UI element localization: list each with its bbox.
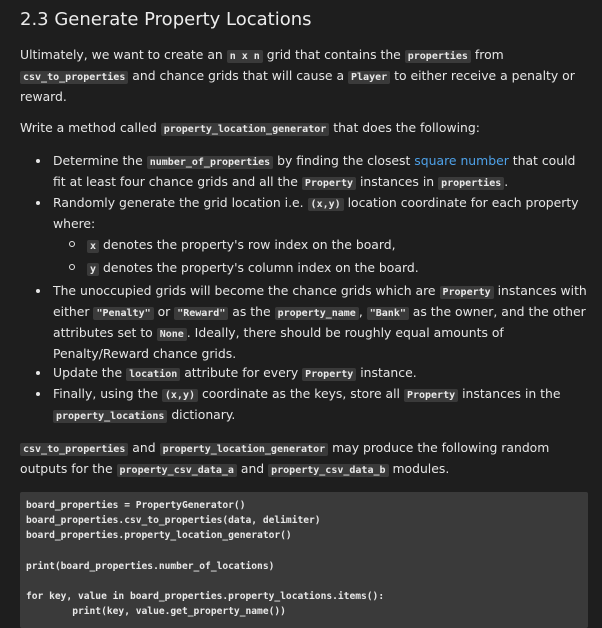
list-text: that could fit at least four chance grids and all the bbox=[53, 153, 576, 189]
inline-code: None bbox=[157, 328, 187, 341]
section-heading: 2.3 Generate Property Locations bbox=[20, 9, 312, 30]
intro-text: Ultimately, we want to create an bbox=[20, 47, 227, 62]
intro-paragraph bbox=[20, 45, 588, 106]
sub-list-item bbox=[69, 258, 588, 279]
sub-list bbox=[53, 235, 588, 279]
method-text: Write a method called bbox=[20, 120, 161, 135]
code-line: board_properties.property_location_generator() bbox=[26, 530, 292, 542]
inline-code: property_csv_data_b bbox=[268, 464, 388, 477]
outputs-text: and bbox=[128, 440, 160, 455]
inline-code: Property bbox=[404, 389, 458, 402]
inline-code: properties bbox=[438, 177, 504, 190]
list-text: instances with either bbox=[53, 283, 587, 319]
list-text: or bbox=[153, 304, 175, 319]
code-line: for key, value in board_properties.property_locations.items(): bbox=[26, 591, 385, 603]
inline-code: (x,y) bbox=[308, 198, 344, 211]
inline-code: "Reward" bbox=[174, 307, 228, 320]
list-item bbox=[34, 151, 588, 193]
list-text: Randomly generate the grid location i.e. bbox=[53, 195, 308, 210]
method-text: that does the following: bbox=[329, 120, 480, 135]
inline-code-player: Player bbox=[348, 71, 390, 84]
list-item bbox=[34, 384, 588, 426]
list-text: Determine the bbox=[53, 153, 147, 168]
method-paragraph bbox=[20, 118, 588, 139]
requirements-list bbox=[20, 151, 588, 426]
outputs-text: and bbox=[236, 461, 269, 476]
inline-code: property_csv_data_a bbox=[117, 464, 237, 477]
list-text: by finding the closest bbox=[273, 153, 415, 168]
inline-code-properties: properties bbox=[405, 50, 471, 63]
list-text: , bbox=[358, 304, 367, 319]
list-text: instance. bbox=[356, 365, 417, 380]
list-text: attribute for every bbox=[180, 365, 303, 380]
inline-code: csv_to_properties bbox=[20, 443, 128, 456]
list-text: dictionary. bbox=[167, 407, 236, 422]
outputs-paragraph bbox=[20, 438, 588, 480]
inline-code: Property bbox=[302, 368, 356, 381]
inline-code-csv-to-properties: csv_to_properties bbox=[20, 71, 128, 84]
list-text: as the owner, and the other attributes set to bbox=[53, 304, 586, 340]
inline-code-method-name: property_location_generator bbox=[161, 123, 330, 136]
inline-code: (x,y) bbox=[162, 389, 198, 402]
inline-code: location bbox=[126, 368, 180, 381]
square-number-link[interactable]: square number bbox=[414, 153, 509, 168]
code-line: board_properties = PropertyGenerator() bbox=[26, 500, 246, 511]
inline-code: "Bank" bbox=[367, 307, 409, 320]
list-text: The unoccupied grids will become the chance grids which are bbox=[53, 283, 440, 298]
outputs-text: modules. bbox=[388, 461, 450, 476]
list-text: location coordinate for each property where: bbox=[53, 195, 579, 231]
list-text: instances in the bbox=[458, 386, 561, 401]
inline-code: property_name bbox=[275, 307, 359, 320]
intro-text: grid that contains the bbox=[262, 47, 405, 62]
intro-text: to either receive a penalty or reward. bbox=[20, 68, 575, 104]
inline-code: "Penalty" bbox=[93, 307, 153, 320]
inline-code: x bbox=[87, 240, 99, 253]
list-text: . bbox=[504, 174, 509, 189]
intro-text: and chance grids that will cause a bbox=[128, 68, 349, 83]
inline-code: Property bbox=[440, 286, 494, 299]
inline-code: property_locations bbox=[53, 410, 167, 423]
inline-code: Property bbox=[302, 177, 356, 190]
list-text: denotes the property's row index on the board, bbox=[99, 237, 396, 252]
list-text: instances in bbox=[356, 174, 439, 189]
list-text: coordinate as the keys, store all bbox=[198, 386, 404, 401]
inline-code: property_location_generator bbox=[160, 443, 329, 456]
inline-code: y bbox=[87, 263, 99, 276]
sub-list-item bbox=[69, 235, 588, 256]
list-text: Update the bbox=[53, 365, 127, 380]
list-item bbox=[34, 193, 588, 279]
list-text: . Ideally, there should be roughly equal amounts of Penalty/Reward chance grids. bbox=[53, 325, 504, 361]
code-line bbox=[26, 544, 582, 559]
inline-code: number_of_properties bbox=[147, 156, 273, 169]
code-block[interactable] bbox=[20, 492, 588, 628]
inline-code-n-x-n: n x n bbox=[227, 50, 263, 63]
list-item bbox=[34, 363, 588, 384]
code-line: print(board_properties.number_of_locations) bbox=[26, 560, 275, 572]
list-text: as the bbox=[228, 304, 275, 319]
code-line: board_properties.csv_to_properties(data, delimiter) bbox=[26, 515, 321, 527]
intro-text: from bbox=[470, 47, 504, 62]
list-item bbox=[34, 281, 588, 363]
code-line: print(key, value.get_property_name()) bbox=[26, 606, 286, 618]
outputs-text: may produce the following random outputs for the bbox=[20, 440, 550, 476]
list-text: Finally, using the bbox=[53, 386, 162, 401]
code-line bbox=[26, 574, 582, 589]
list-text: denotes the property's column index on the board. bbox=[99, 260, 419, 275]
